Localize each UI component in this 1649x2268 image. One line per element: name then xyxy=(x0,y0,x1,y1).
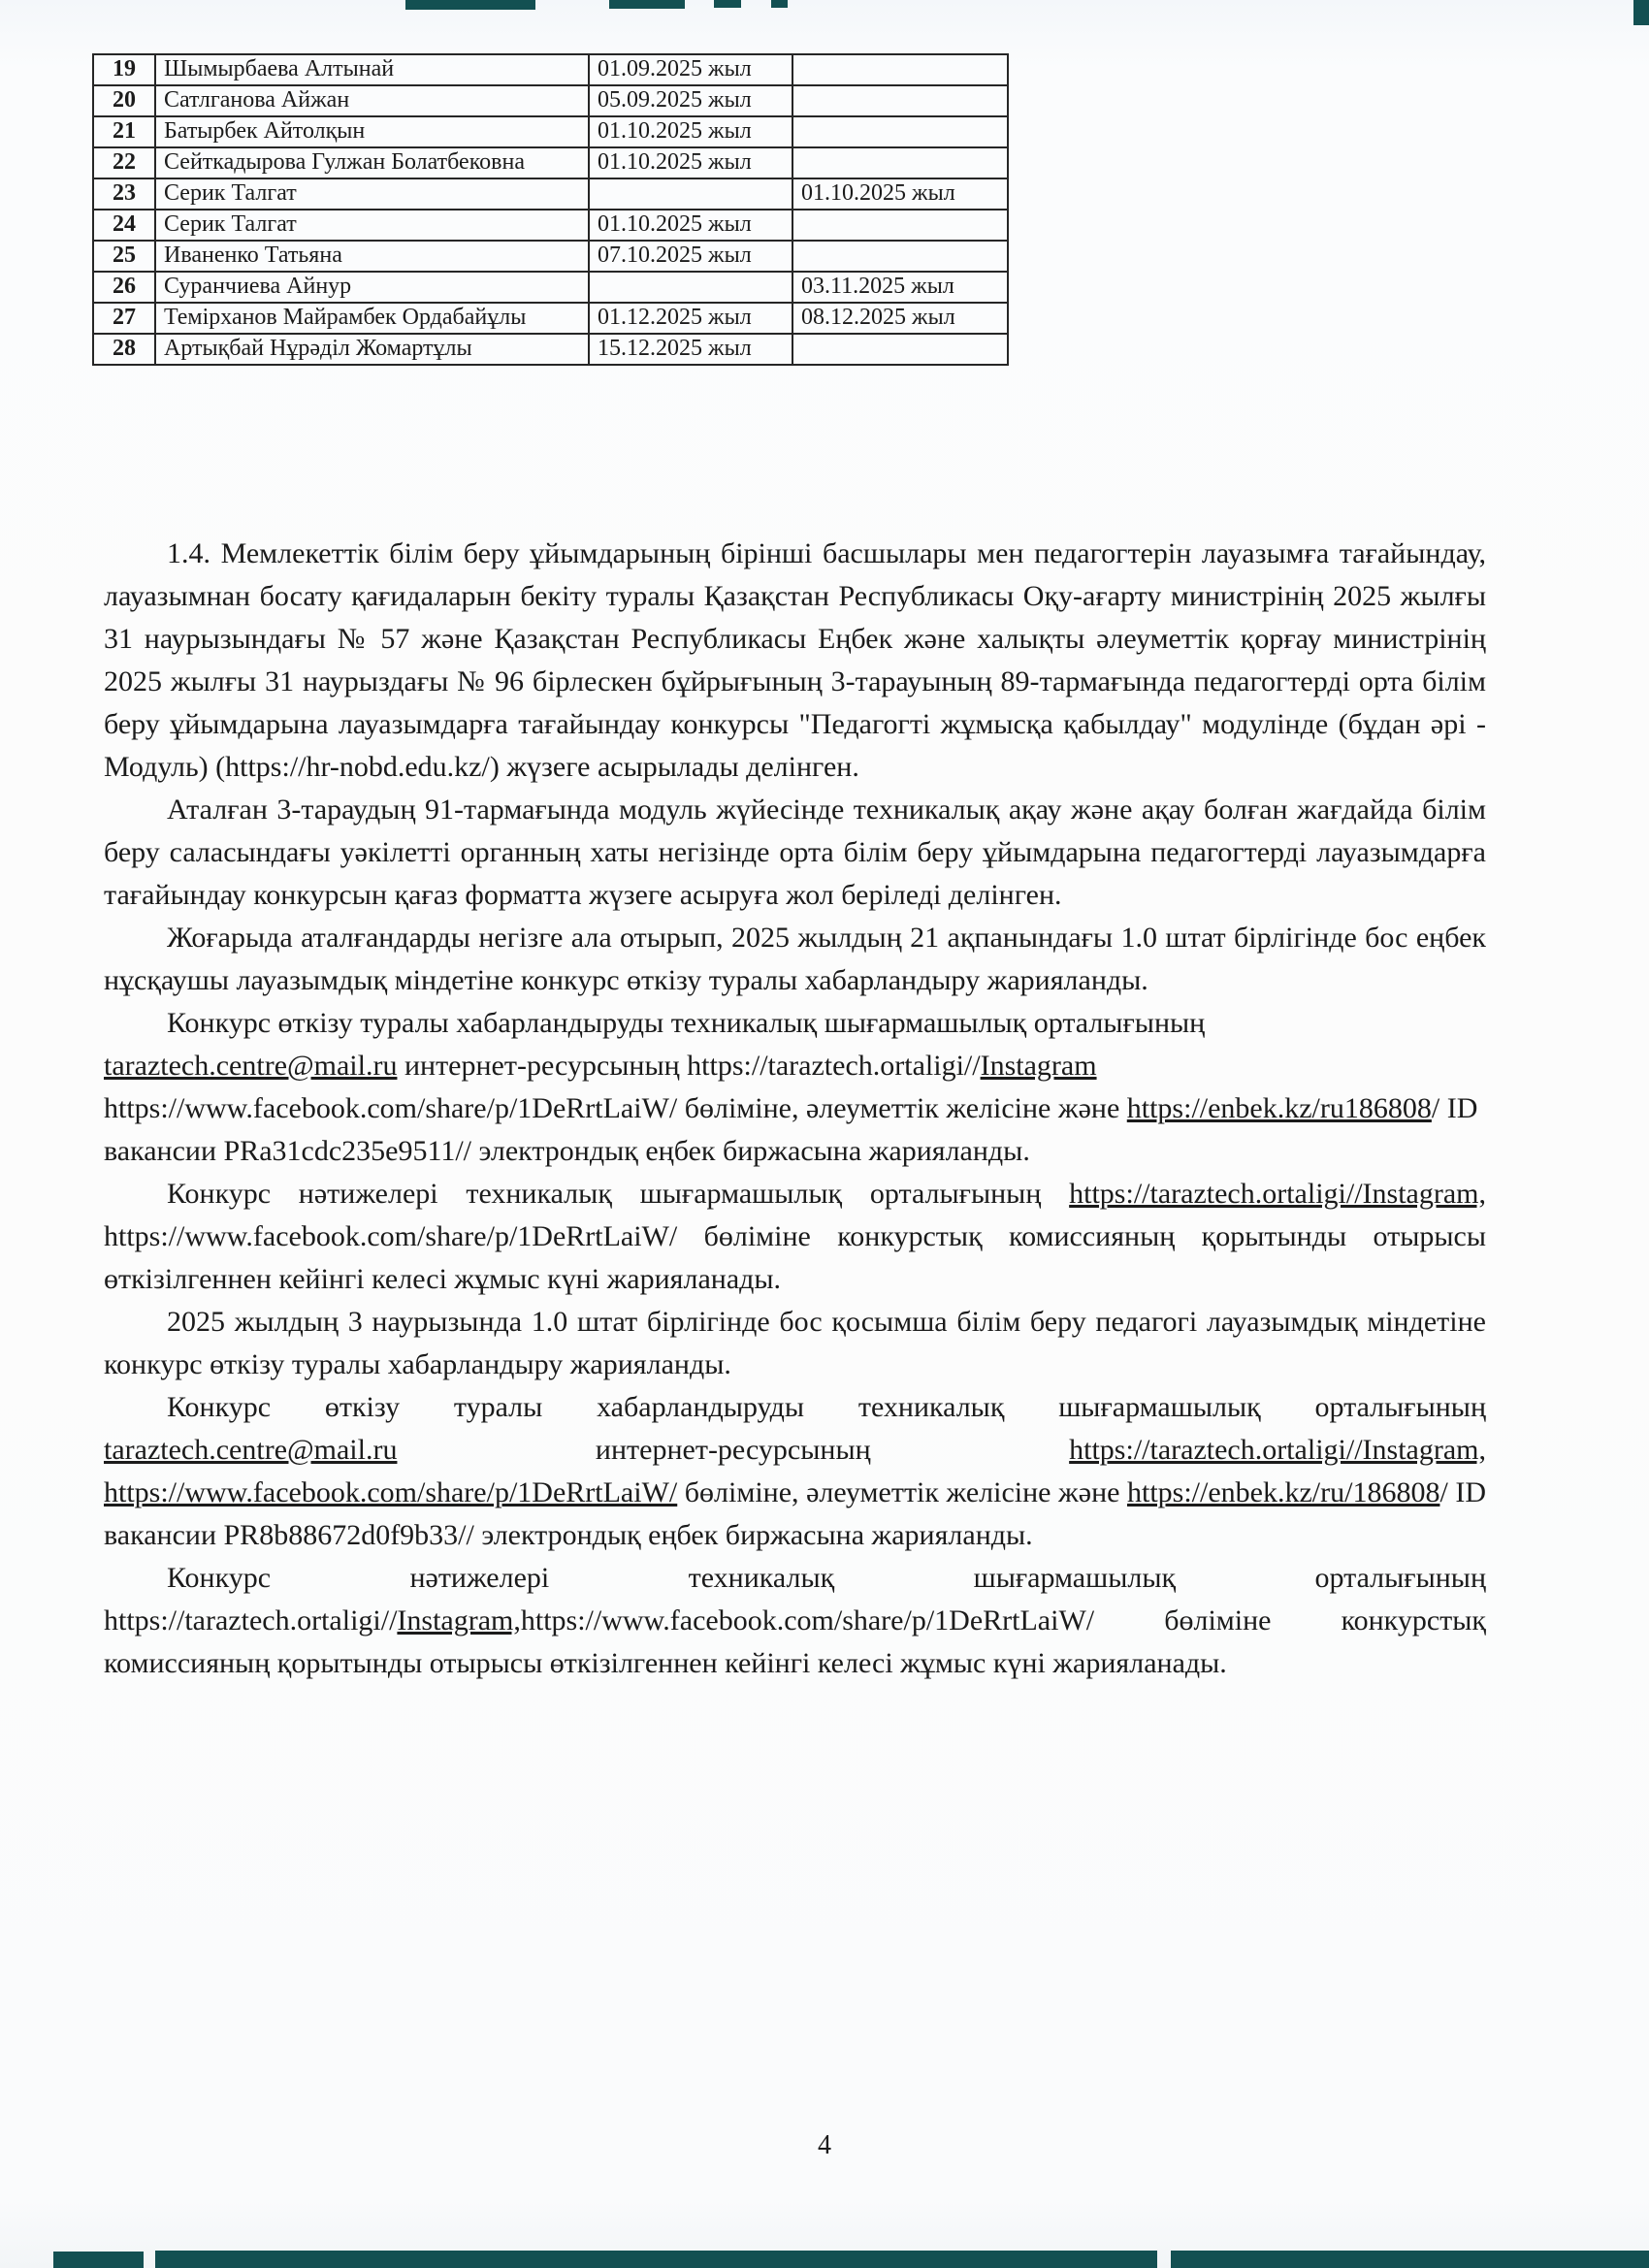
employee-name: Суранчиева Айнур xyxy=(155,272,589,303)
paragraph-text: Аталған 3-тараудың 91-тармағында модуль жүйесінде техникалық ақау және ақау болған жағдайда білім беру саласындағы уәкілетті органның хаты негізінде орта білім беру ұйымдарына педагогтерді лауазымдарға тағайындау конкурсын қағаз форматта жүзеге асыруға жол беріледі делінген. xyxy=(104,794,1486,911)
date-start-cell xyxy=(589,272,792,303)
row-number: 20 xyxy=(93,85,155,116)
row-number: 26 xyxy=(93,272,155,303)
paragraph-results-1 xyxy=(104,1173,1486,1301)
table-row xyxy=(93,303,1008,334)
scan-artifact xyxy=(155,2251,1157,2268)
email-link: taraztech.centre@mail.ru xyxy=(104,1050,398,1082)
date-start-cell: 01.10.2025 жыл xyxy=(589,210,792,241)
page-number: 4 xyxy=(818,2130,831,2160)
table-row xyxy=(93,147,1008,178)
date-start-cell: 01.10.2025 жыл xyxy=(589,147,792,178)
scan-artifact xyxy=(771,0,788,8)
row-number: 28 xyxy=(93,334,155,365)
paragraph-publication-2 xyxy=(104,1386,1486,1557)
paragraph-text: 1.4. Мемлекеттік білім беру ұйымдарының бірінші басшылары мен педагогтерін лауазымға тағайындау, лауазымнан босату қағидаларын бекіту туралы Қазақстан Республикасы Оқу-ағарту министрінің 2025 жылғы 31 наурызындағы № 57 және Қазақстан Республикасы Еңбек және халықты әлеуметтік қорғау министрінің 2025 жылғы 31 наурыздағы № 96 бірлескен бұйрығының 3-тарауының 89-тармағында педагогтерді орта білім беру ұйымдарына лауазымдарға тағайындау конкурсы "Педагогті жұмысқа қабылдау" модулінде (бұдан әрі - Модуль) (https://hr-nobd.edu.kz/) жүзеге асырылады делінген. xyxy=(104,537,1486,783)
employee-name: Серик Талгат xyxy=(155,210,589,241)
table-row xyxy=(93,54,1008,85)
row-number: 27 xyxy=(93,303,155,334)
date-end-cell xyxy=(792,210,1008,241)
date-start-cell: 07.10.2025 жыл xyxy=(589,241,792,272)
scan-artifact xyxy=(53,2252,144,2268)
scan-artifact xyxy=(714,0,741,8)
employee-name: Батырбек Айтолқын xyxy=(155,116,589,147)
scan-artifact xyxy=(1171,2251,1649,2268)
scan-artifact xyxy=(609,0,685,9)
table-row xyxy=(93,116,1008,147)
paragraph-results-2 xyxy=(104,1557,1486,1685)
paragraph-announcement-mar3 xyxy=(104,1301,1486,1386)
paragraph-chapter3 xyxy=(104,789,1486,917)
instagram-link: Instagram, xyxy=(397,1604,521,1636)
date-end-cell xyxy=(792,116,1008,147)
row-number: 25 xyxy=(93,241,155,272)
date-end-cell xyxy=(792,85,1008,116)
date-end-cell xyxy=(792,147,1008,178)
paragraph-text: Конкурс нәтижелері техникалық шығармашылық орталығының xyxy=(167,1178,1070,1210)
table-row xyxy=(93,85,1008,116)
paragraph-text: https://www.facebook.com/share/p/1DeRrtLaiW/ бөліміне, әлеуметтік желісіне және xyxy=(104,1092,1127,1124)
date-start-cell: 01.09.2025 жыл xyxy=(589,54,792,85)
employee-name: Темірханов Майрамбек Ордабайұлы xyxy=(155,303,589,334)
date-start-cell: 05.09.2025 жыл xyxy=(589,85,792,116)
paragraph-text: интернет-ресурсының https://taraztech.ortaligi// xyxy=(397,1050,981,1082)
scan-artifact xyxy=(1633,0,1649,25)
paragraph-text: Конкурс нәтижелері техникалық шығармашылық орталығының https://taraztech.ortaligi// xyxy=(104,1562,1486,1636)
paragraph-text: Конкурс өткізу туралы хабарландыруды техникалық шығармашылық орталығының xyxy=(167,1391,1486,1423)
email-link: taraztech.centre@mail.ru xyxy=(104,1434,398,1466)
date-end-cell xyxy=(792,54,1008,85)
date-end-cell xyxy=(792,241,1008,272)
paragraph-text: Жоғарыда аталғандарды негізге ала отырып, 2025 жылдың 21 ақпанындағы 1.0 штат бірлігінде бос еңбек нұсқаушы лауазымдық міндетіне конкурс өткізу туралы хабарландыру жарияланды. xyxy=(104,922,1486,996)
employee-name: Сейткадырова Гулжан Болатбековна xyxy=(155,147,589,178)
date-start-cell: 01.12.2025 жыл xyxy=(589,303,792,334)
enbek-link: https://enbek.kz/ru186808 xyxy=(1126,1092,1432,1124)
date-end-cell xyxy=(792,334,1008,365)
table-row xyxy=(93,241,1008,272)
instagram-link: https://taraztech.ortaligi//Instagram, xyxy=(1069,1434,1486,1466)
table-row xyxy=(93,334,1008,365)
date-start-cell: 01.10.2025 жыл xyxy=(589,116,792,147)
employee-name: Серик Талгат xyxy=(155,178,589,210)
paragraph-text: / ID вакансии PR8b88672d0f9b33// электрондық еңбек биржасына жарияланды. xyxy=(104,1476,1486,1551)
enbek-link: https://enbek.kz/ru/186808 xyxy=(1126,1476,1440,1508)
paragraph-text: бөліміне, әлеуметтік желісіне және xyxy=(677,1476,1127,1508)
table-row xyxy=(93,178,1008,210)
row-number: 23 xyxy=(93,178,155,210)
employee-name: Иваненко Татьяна xyxy=(155,241,589,272)
table-row xyxy=(93,272,1008,303)
employee-name: Артықбай Нұрәділ Жомартұлы xyxy=(155,334,589,365)
date-end-cell: 08.12.2025 жыл xyxy=(792,303,1008,334)
paragraph-text: Конкурс өткізу туралы хабарландыруды техникалық шығармашылық орталығының xyxy=(167,1007,1206,1039)
table-row xyxy=(93,210,1008,241)
row-number: 22 xyxy=(93,147,155,178)
staff-dates-table xyxy=(92,53,1009,366)
facebook-link: https://www.facebook.com/share/p/1DeRrtLaiW/ xyxy=(104,1476,678,1508)
document-body xyxy=(104,533,1486,1685)
paragraph-text: интернет-ресурсының xyxy=(397,1434,1070,1466)
row-number: 24 xyxy=(93,210,155,241)
paragraph-text: 2025 жылдың 3 наурызында 1.0 штат бірлігінде бос қосымша білім беру педагогі лауазымдық міндетіне конкурс өткізу туралы хабарландыру жарияланды. xyxy=(104,1306,1486,1380)
paragraph-text: https://www.facebook.com/share/p/1DeRrtLaiW/ бөліміне конкурстық комиссияның қорытынды отырысы өткізілгеннен кейінгі келесі жұмыс күні жарияланады. xyxy=(104,1220,1486,1295)
paragraph-announcement-feb21 xyxy=(104,917,1486,1002)
instagram-link: Instagram xyxy=(980,1050,1097,1082)
scan-artifact xyxy=(405,0,535,10)
paragraph-publication-1 xyxy=(104,1002,1486,1173)
date-start-cell xyxy=(589,178,792,210)
date-end-cell: 03.11.2025 жыл xyxy=(792,272,1008,303)
row-number: 19 xyxy=(93,54,155,85)
employee-name: Сатлганова Айжан xyxy=(155,85,589,116)
paragraph-1-4 xyxy=(104,533,1486,789)
row-number: 21 xyxy=(93,116,155,147)
paragraph-text: / ID вакансии PRa31cdc235e9511// электрондық еңбек биржасына жарияланды. xyxy=(104,1092,1478,1167)
instagram-link: https://taraztech.ortaligi//Instagram, xyxy=(1069,1178,1486,1210)
employee-name: Шымырбаева Алтынай xyxy=(155,54,589,85)
date-end-cell: 01.10.2025 жыл xyxy=(792,178,1008,210)
date-start-cell: 15.12.2025 жыл xyxy=(589,334,792,365)
paragraph-text: https://www.facebook.com/share/p/1DeRrtLaiW/ бөліміне конкурстық комиссияның қорытынды отырысы өткізілгеннен кейінгі келесі жұмыс күні жарияланады. xyxy=(104,1604,1486,1679)
